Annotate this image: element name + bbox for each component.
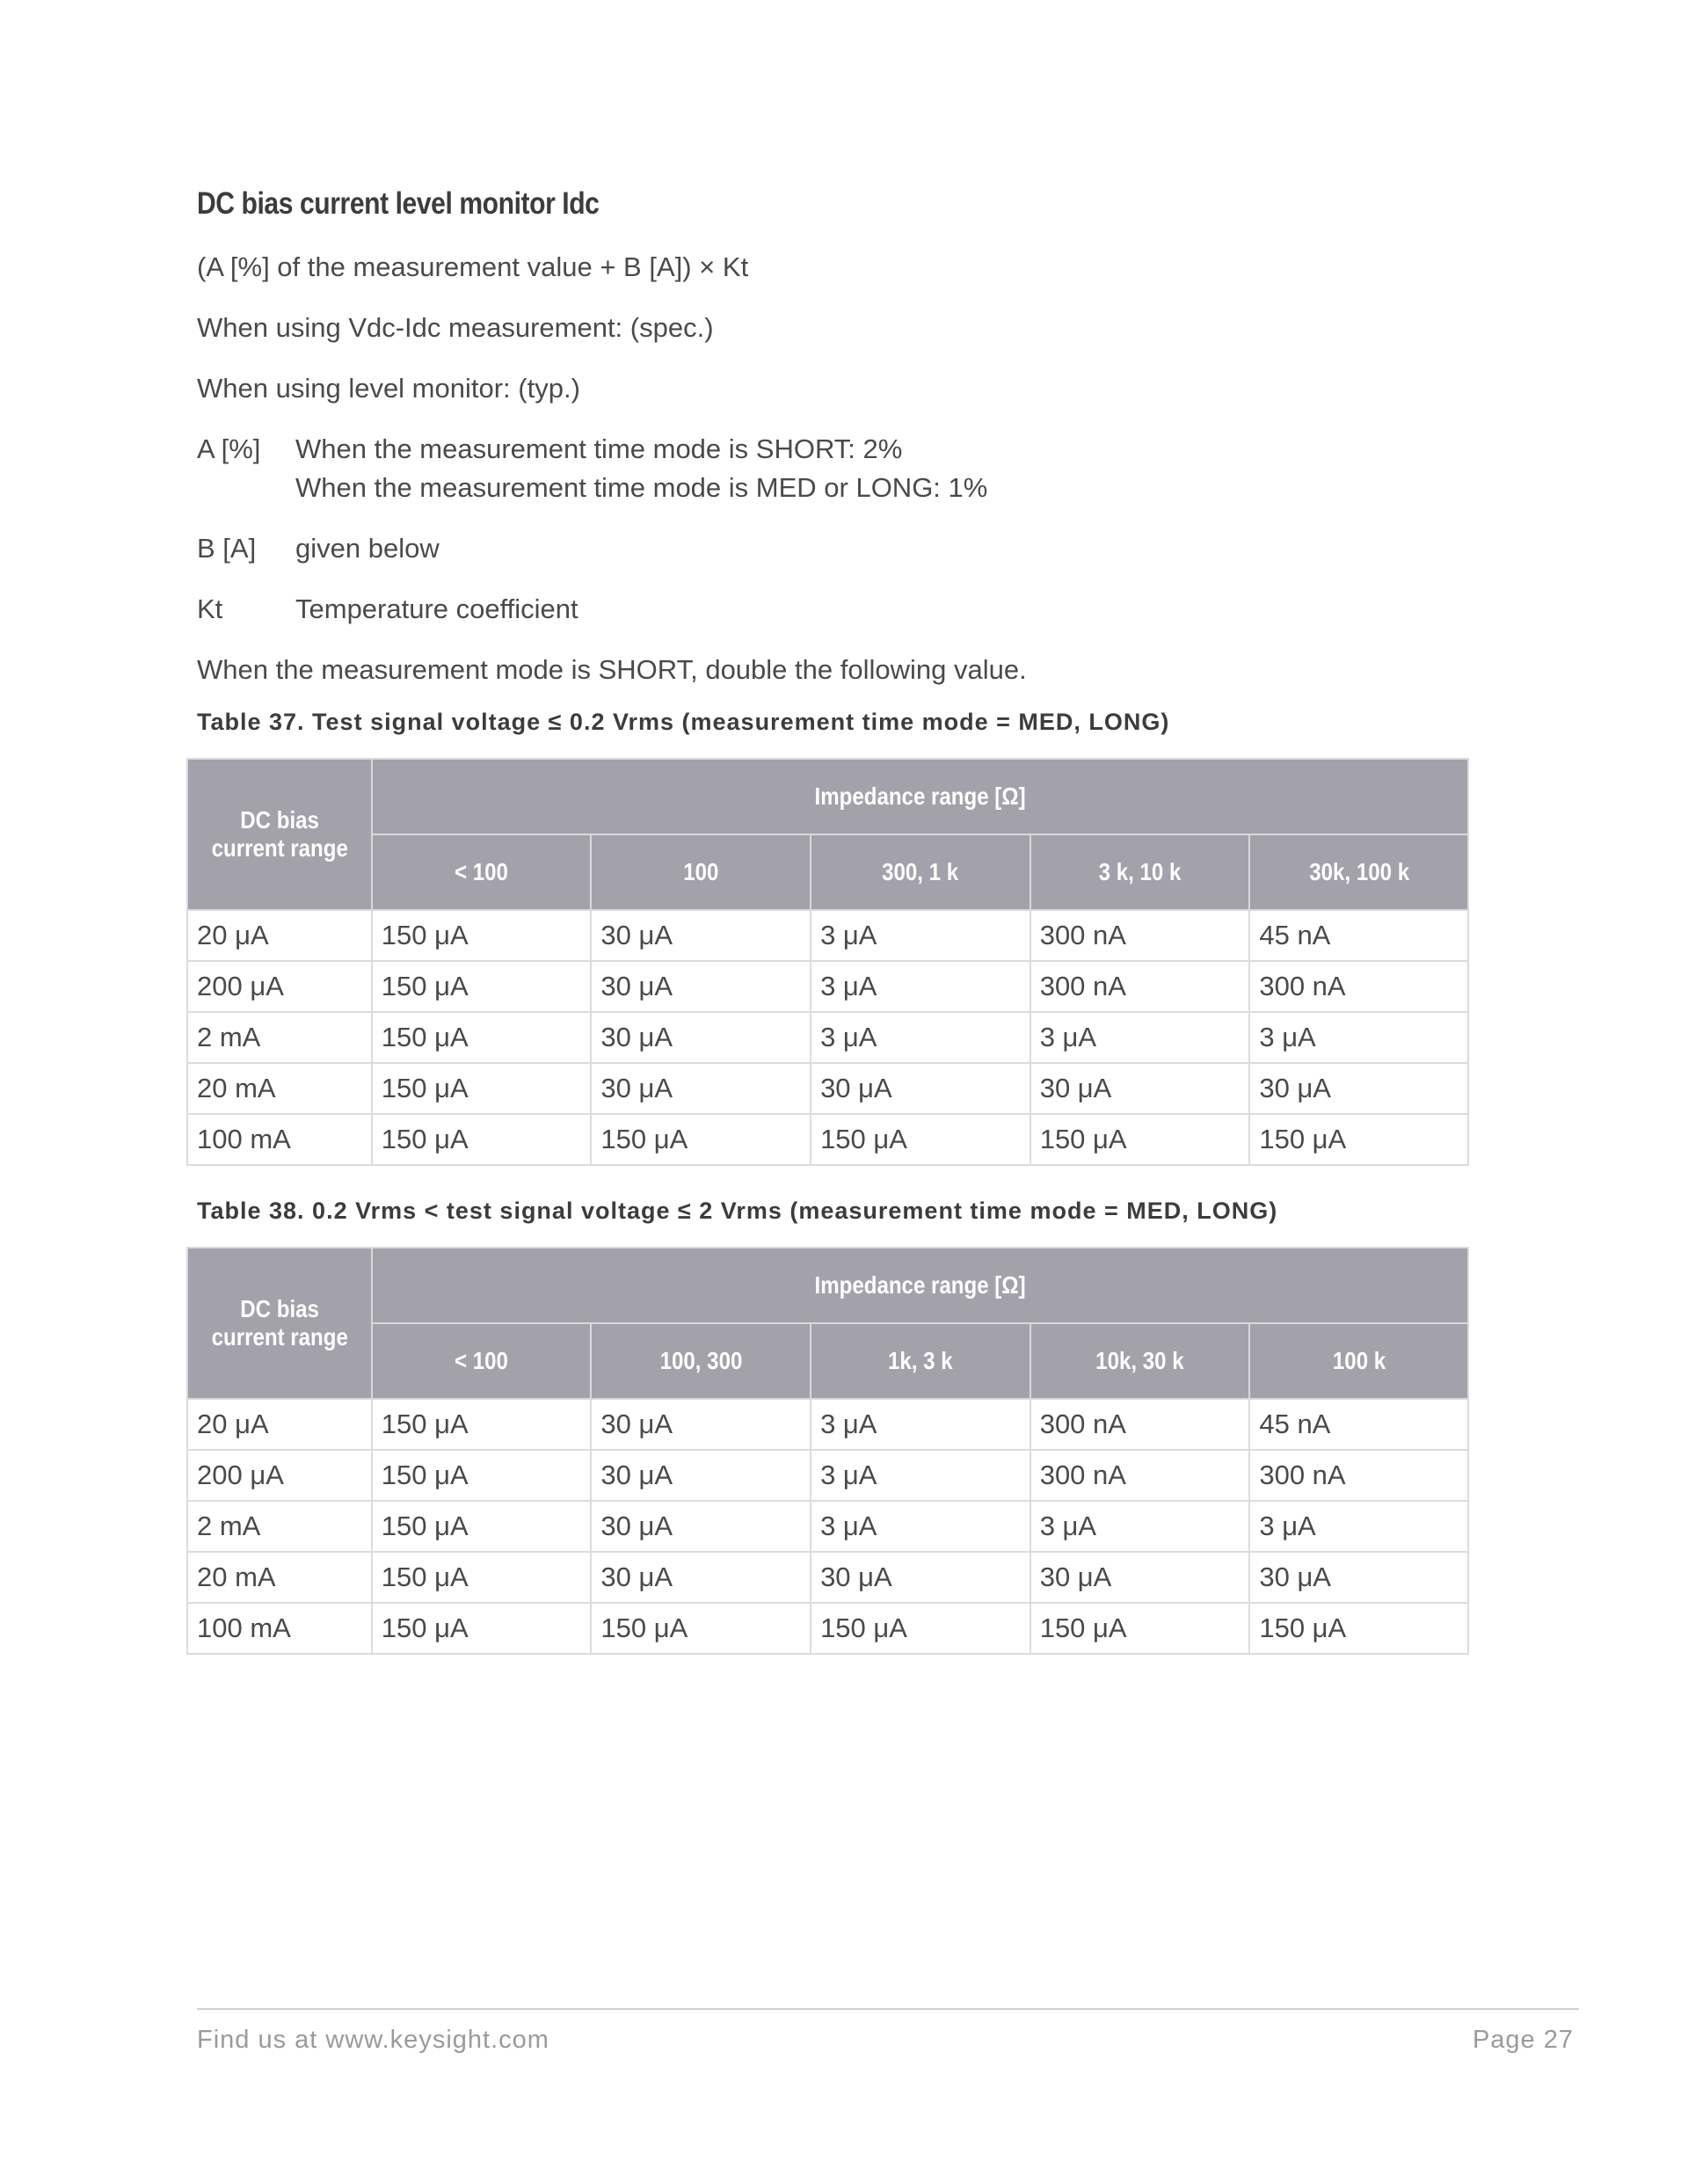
table-cell: 30 μA bbox=[1030, 1552, 1250, 1603]
level-monitor-note: When using level monitor: (typ.) bbox=[197, 373, 580, 404]
definition-term-b: B [A] bbox=[197, 533, 257, 564]
table-cell: 30 μA bbox=[811, 1552, 1030, 1603]
definition-desc-kt: Temperature coefficient bbox=[295, 593, 578, 624]
table-cell: 150 μA bbox=[372, 910, 592, 961]
table-cell: 150 μA bbox=[372, 961, 592, 1012]
footer-divider bbox=[197, 2008, 1579, 2010]
table-cell: 150 μA bbox=[372, 1501, 592, 1552]
section-title: DC bias current level monitor Idc bbox=[197, 186, 600, 221]
table38 bbox=[186, 1247, 1469, 1655]
table-row bbox=[187, 910, 1468, 961]
table-cell: 100 mA bbox=[187, 1114, 372, 1165]
table-cell: 30 μA bbox=[591, 1399, 811, 1450]
table-row bbox=[187, 1501, 1468, 1552]
table-row bbox=[187, 1603, 1468, 1654]
table-cell: 30 μA bbox=[1030, 1063, 1250, 1114]
table-cell: 2 mA bbox=[187, 1501, 372, 1552]
table-cell: 150 μA bbox=[372, 1063, 592, 1114]
column-header: 100 bbox=[591, 834, 811, 910]
table-cell: 100 mA bbox=[187, 1603, 372, 1654]
row-header-line2: current range bbox=[211, 1323, 348, 1350]
table-cell: 150 μA bbox=[1030, 1114, 1250, 1165]
table-row bbox=[187, 1399, 1468, 1450]
table-cell: 300 nA bbox=[1030, 910, 1250, 961]
table-row bbox=[187, 1012, 1468, 1063]
table38-body bbox=[187, 1399, 1468, 1654]
table-row bbox=[187, 1552, 1468, 1603]
row-header-cell bbox=[187, 1248, 372, 1399]
table-cell: 150 μA bbox=[811, 1603, 1030, 1654]
column-header: < 100 bbox=[372, 834, 592, 910]
table-cell: 3 μA bbox=[811, 1399, 1030, 1450]
column-header: 100 k bbox=[1249, 1323, 1468, 1399]
definition-term-kt: Kt bbox=[197, 593, 223, 624]
table-cell: 30 μA bbox=[591, 910, 811, 961]
table-cell: 20 μA bbox=[187, 910, 372, 961]
table-cell: 3 μA bbox=[811, 1501, 1030, 1552]
table-cell: 3 μA bbox=[1249, 1501, 1468, 1552]
table-cell: 300 nA bbox=[1030, 1450, 1250, 1501]
table-row bbox=[187, 1450, 1468, 1501]
table-cell: 150 μA bbox=[1249, 1603, 1468, 1654]
table-cell: 200 μA bbox=[187, 961, 372, 1012]
table-row bbox=[187, 1063, 1468, 1114]
table37-body bbox=[187, 910, 1468, 1165]
table-cell: 30 μA bbox=[591, 1012, 811, 1063]
table-cell: 45 nA bbox=[1249, 1399, 1468, 1450]
table-cell: 150 μA bbox=[1249, 1114, 1468, 1165]
table-cell: 2 mA bbox=[187, 1012, 372, 1063]
definition-desc-b: given below bbox=[295, 533, 440, 564]
table-cell: 30 μA bbox=[811, 1063, 1030, 1114]
table-cell: 3 μA bbox=[811, 1450, 1030, 1501]
row-header-line1: DC bias bbox=[240, 806, 319, 834]
definition-desc-a-line1: When the measurement time mode is SHORT: 2% bbox=[295, 433, 903, 464]
table-cell: 20 mA bbox=[187, 1552, 372, 1603]
table-cell: 30 μA bbox=[591, 961, 811, 1012]
table-cell: 30 μA bbox=[591, 1552, 811, 1603]
table-cell: 3 μA bbox=[1249, 1012, 1468, 1063]
table-cell: 20 mA bbox=[187, 1063, 372, 1114]
table-cell: 150 μA bbox=[372, 1450, 592, 1501]
table-cell: 150 μA bbox=[591, 1603, 811, 1654]
table-cell: 3 μA bbox=[811, 1012, 1030, 1063]
table-cell: 150 μA bbox=[372, 1552, 592, 1603]
short-mode-note: When the measurement mode is SHORT, double the following value. bbox=[197, 654, 1027, 685]
table-row bbox=[187, 1114, 1468, 1165]
table-cell: 3 μA bbox=[811, 961, 1030, 1012]
row-header-line2: current range bbox=[211, 834, 348, 862]
table38-caption: Table 38. 0.2 Vrms < test signal voltage ≤ 2 Vrms (measurement time mode = MED, LONG) bbox=[197, 1198, 1278, 1224]
vdc-idc-note: When using Vdc-Idc measurement: (spec.) bbox=[197, 312, 714, 343]
table-cell: 30 μA bbox=[591, 1450, 811, 1501]
table-cell: 150 μA bbox=[372, 1114, 592, 1165]
column-header: 300, 1 k bbox=[811, 834, 1030, 910]
table37 bbox=[186, 758, 1469, 1166]
column-header: 1k, 3 k bbox=[811, 1323, 1030, 1399]
definition-desc-a-line2: When the measurement time mode is MED or LONG: 1% bbox=[295, 472, 988, 503]
table-cell: 20 μA bbox=[187, 1399, 372, 1450]
table-row bbox=[187, 961, 1468, 1012]
table-cell: 150 μA bbox=[591, 1114, 811, 1165]
row-header-line1: DC bias bbox=[240, 1295, 319, 1322]
group-header: Impedance range [Ω] bbox=[372, 1248, 1468, 1323]
table-cell: 200 μA bbox=[187, 1450, 372, 1501]
table-cell: 30 μA bbox=[1249, 1552, 1468, 1603]
table37-caption: Table 37. Test signal voltage ≤ 0.2 Vrms (measurement time mode = MED, LONG) bbox=[197, 709, 1170, 735]
definition-term-a: A [%] bbox=[197, 433, 261, 464]
footer-website: Find us at www.keysight.com bbox=[197, 2026, 549, 2054]
column-header: 100, 300 bbox=[591, 1323, 811, 1399]
column-header-row bbox=[187, 834, 1468, 910]
table-cell: 300 nA bbox=[1249, 1450, 1468, 1501]
table-cell: 30 μA bbox=[1249, 1063, 1468, 1114]
page-number: Page 27 bbox=[1472, 2026, 1574, 2054]
table-cell: 30 μA bbox=[591, 1063, 811, 1114]
group-header: Impedance range [Ω] bbox=[372, 759, 1468, 834]
column-header: 3 k, 10 k bbox=[1030, 834, 1250, 910]
table-cell: 300 nA bbox=[1030, 1399, 1250, 1450]
column-header-row bbox=[187, 1323, 1468, 1399]
table-cell: 45 nA bbox=[1249, 910, 1468, 961]
table-cell: 3 μA bbox=[1030, 1012, 1250, 1063]
row-header-cell bbox=[187, 759, 372, 910]
table-cell: 3 μA bbox=[1030, 1501, 1250, 1552]
formula-text: (A [%] of the measurement value + B [A]) × Kt bbox=[197, 251, 749, 282]
table-cell: 30 μA bbox=[591, 1501, 811, 1552]
table-cell: 3 μA bbox=[811, 910, 1030, 961]
column-header: < 100 bbox=[372, 1323, 592, 1399]
column-header: 30k, 100 k bbox=[1249, 834, 1468, 910]
table-cell: 150 μA bbox=[1030, 1603, 1250, 1654]
table-cell: 150 μA bbox=[811, 1114, 1030, 1165]
table-cell: 150 μA bbox=[372, 1012, 592, 1063]
table-cell: 300 nA bbox=[1249, 961, 1468, 1012]
table-cell: 150 μA bbox=[372, 1399, 592, 1450]
column-header: 10k, 30 k bbox=[1030, 1323, 1250, 1399]
table-cell: 150 μA bbox=[372, 1603, 592, 1654]
table-cell: 300 nA bbox=[1030, 961, 1250, 1012]
